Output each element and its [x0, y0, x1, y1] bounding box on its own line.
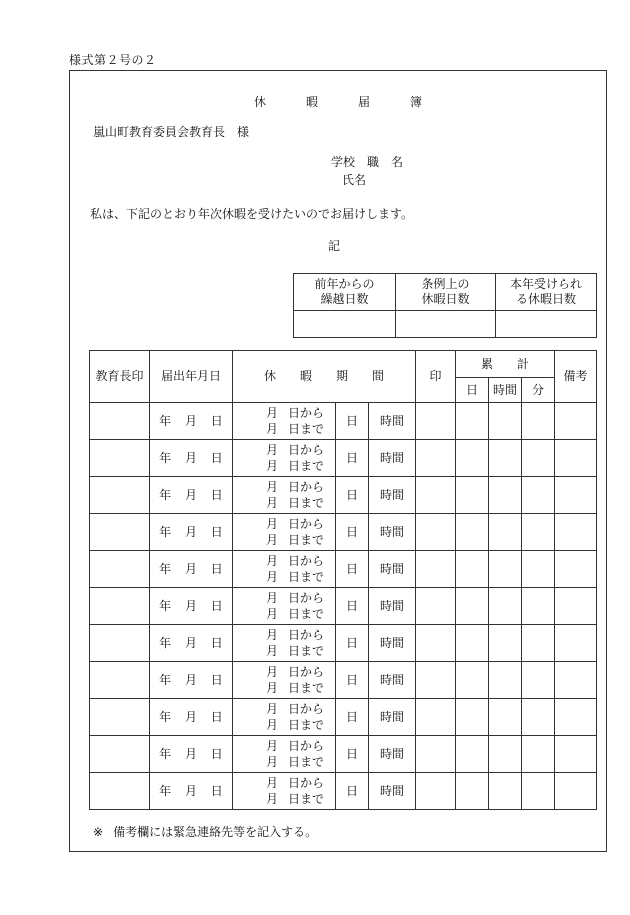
title-char: 簿 — [410, 95, 423, 109]
cumulative-minutes-cell[interactable] — [522, 736, 555, 773]
cumulative-minutes-cell[interactable] — [522, 440, 555, 477]
leave-days-table — [293, 273, 597, 338]
cumulative-hours-cell[interactable] — [489, 551, 522, 588]
leave-days-cell[interactable]: 日 — [336, 551, 369, 588]
seal-cell[interactable] — [416, 477, 456, 514]
leave-period-cell[interactable]: 月 日から 月 日まで — [233, 699, 336, 736]
remarks-cell[interactable] — [555, 662, 597, 699]
supervisor-seal-cell[interactable] — [90, 477, 150, 514]
cumulative-day-cell[interactable] — [456, 699, 489, 736]
table-row — [90, 662, 597, 699]
cumulative-minutes-cell[interactable] — [522, 625, 555, 662]
cumulative-minutes-header: 分 — [522, 378, 555, 403]
leave-period-cell[interactable]: 月 日から 月 日まで — [233, 551, 336, 588]
remarks-cell[interactable] — [555, 403, 597, 440]
table-row — [90, 699, 597, 736]
cumulative-day-cell[interactable] — [456, 773, 489, 810]
submit-date-cell[interactable]: 年 月 日 — [150, 662, 233, 699]
supervisor-seal-cell[interactable] — [90, 440, 150, 477]
cumulative-day-cell[interactable] — [456, 551, 489, 588]
remarks-cell[interactable] — [555, 440, 597, 477]
leave-period-header: 休 暇 期 間 — [233, 351, 416, 403]
submit-date-cell[interactable]: 年 月 日 — [150, 588, 233, 625]
cumulative-day-cell[interactable] — [456, 514, 489, 551]
leave-hours-cell[interactable]: 時間 — [369, 662, 416, 699]
seal-cell[interactable] — [416, 588, 456, 625]
supervisor-seal-cell[interactable] — [90, 773, 150, 810]
leave-hours-cell[interactable]: 時間 — [369, 440, 416, 477]
cumulative-minutes-cell[interactable] — [522, 773, 555, 810]
leave-period-cell[interactable]: 月 日から 月 日まで — [233, 736, 336, 773]
cumulative-header: 累 計 — [456, 351, 555, 378]
seal-cell[interactable] — [416, 403, 456, 440]
leave-hours-cell[interactable]: 時間 — [369, 514, 416, 551]
leave-hours-cell[interactable]: 時間 — [369, 773, 416, 810]
cumulative-hours-cell[interactable] — [489, 699, 522, 736]
supervisor-seal-cell[interactable] — [90, 699, 150, 736]
leave-days-cell[interactable]: 日 — [336, 440, 369, 477]
available-leave-days-field[interactable] — [496, 311, 597, 338]
cumulative-day-cell[interactable] — [456, 440, 489, 477]
leave-period-cell[interactable]: 月 日から 月 日まで — [233, 403, 336, 440]
leave-hours-cell[interactable]: 時間 — [369, 588, 416, 625]
leave-days-cell[interactable]: 日 — [336, 625, 369, 662]
supervisor-seal-header: 教育長印 — [90, 351, 150, 403]
remarks-cell[interactable] — [555, 699, 597, 736]
leave-hours-cell[interactable]: 時間 — [369, 699, 416, 736]
cumulative-minutes-cell[interactable] — [522, 662, 555, 699]
cumulative-day-cell[interactable] — [456, 625, 489, 662]
supervisor-seal-cell[interactable] — [90, 625, 150, 662]
school-position-label: 学校 職 名 — [331, 155, 404, 169]
leave-days-cell[interactable]: 日 — [336, 477, 369, 514]
cumulative-hours-cell[interactable] — [489, 477, 522, 514]
supervisor-seal-cell[interactable] — [90, 588, 150, 625]
leave-days-cell[interactable]: 日 — [336, 403, 369, 440]
form-number: 様式第２号の２ — [69, 53, 157, 67]
title-char: 暇 — [306, 95, 319, 109]
table-row — [90, 440, 597, 477]
leave-days-cell[interactable]: 日 — [336, 588, 369, 625]
remarks-note — [93, 823, 317, 840]
supervisor-seal-cell[interactable] — [90, 662, 150, 699]
leave-hours-cell[interactable]: 時間 — [369, 625, 416, 662]
addressee: 嵐山町教育委員会教育長 様 — [93, 125, 250, 139]
remarks-cell[interactable] — [555, 736, 597, 773]
leave-hours-cell[interactable]: 時間 — [369, 477, 416, 514]
leave-period-cell[interactable]: 月 日から 月 日まで — [233, 440, 336, 477]
table-row — [90, 403, 597, 440]
cumulative-day-header: 日 — [456, 378, 489, 403]
table-row — [90, 773, 597, 810]
cumulative-minutes-cell[interactable] — [522, 403, 555, 440]
seal-cell[interactable] — [416, 699, 456, 736]
title-char: 届 — [358, 95, 371, 109]
cumulative-hours-cell[interactable] — [489, 588, 522, 625]
submit-date-cell[interactable]: 年 月 日 — [150, 477, 233, 514]
seal-cell[interactable] — [416, 773, 456, 810]
leave-days-cell[interactable]: 日 — [336, 699, 369, 736]
leave-days-cell[interactable]: 日 — [336, 514, 369, 551]
supervisor-seal-cell[interactable] — [90, 551, 150, 588]
supervisor-seal-cell[interactable] — [90, 403, 150, 440]
submit-date-cell[interactable]: 年 月 日 — [150, 440, 233, 477]
leave-days-cell[interactable]: 日 — [336, 736, 369, 773]
table-row — [90, 551, 597, 588]
table-row — [90, 625, 597, 662]
leave-hours-cell[interactable]: 時間 — [369, 736, 416, 773]
supervisor-seal-cell[interactable] — [90, 514, 150, 551]
cumulative-hours-cell[interactable] — [489, 403, 522, 440]
submit-date-cell[interactable]: 年 月 日 — [150, 403, 233, 440]
cumulative-day-cell[interactable] — [456, 588, 489, 625]
seal-cell[interactable] — [416, 440, 456, 477]
leave-period-cell[interactable]: 月 日から 月 日まで — [233, 773, 336, 810]
statutory-leave-days-field[interactable] — [396, 311, 496, 338]
request-statement: 私は、下記のとおり年次休暇を受けたいのでお届けします。 — [90, 207, 414, 221]
remarks-cell[interactable] — [555, 551, 597, 588]
remarks-header: 備考 — [555, 351, 597, 403]
seal-cell[interactable] — [416, 662, 456, 699]
cumulative-day-cell[interactable] — [456, 662, 489, 699]
note-mark: ※ — [93, 825, 104, 839]
leave-hours-cell[interactable]: 時間 — [369, 403, 416, 440]
cumulative-minutes-cell[interactable] — [522, 551, 555, 588]
leave-hours-cell[interactable]: 時間 — [369, 551, 416, 588]
cumulative-hours-cell[interactable] — [489, 514, 522, 551]
remarks-cell[interactable] — [555, 625, 597, 662]
cumulative-hours-cell[interactable] — [489, 773, 522, 810]
submit-date-cell[interactable]: 年 月 日 — [150, 514, 233, 551]
table-row — [90, 736, 597, 773]
seal-header: 印 — [416, 351, 456, 403]
submit-date-cell[interactable]: 年 月 日 — [150, 773, 233, 810]
table-row — [90, 514, 597, 551]
page-title — [246, 93, 430, 109]
submit-date-cell[interactable]: 年 月 日 — [150, 625, 233, 662]
remarks-cell[interactable] — [555, 773, 597, 810]
cumulative-minutes-cell[interactable] — [522, 514, 555, 551]
leave-days-cell[interactable]: 日 — [336, 662, 369, 699]
cumulative-minutes-cell[interactable] — [522, 477, 555, 514]
cumulative-minutes-cell[interactable] — [522, 699, 555, 736]
remarks-cell[interactable] — [555, 588, 597, 625]
table-row — [90, 477, 597, 514]
cumulative-hours-cell[interactable] — [489, 662, 522, 699]
submit-date-header: 届出年月日 — [150, 351, 233, 403]
leave-period-cell[interactable]: 月 日から 月 日まで — [233, 477, 336, 514]
leave-period-cell[interactable]: 月 日から 月 日まで — [233, 588, 336, 625]
seal-cell[interactable] — [416, 551, 456, 588]
seal-cell[interactable] — [416, 736, 456, 773]
cumulative-hours-header: 時間 — [489, 378, 522, 403]
remarks-cell[interactable] — [555, 477, 597, 514]
name-label: 氏名 — [342, 173, 367, 187]
available-leave-days-header: 本年受けられ る休暇日数 — [496, 274, 597, 311]
seal-cell[interactable] — [416, 514, 456, 551]
seal-cell[interactable] — [416, 625, 456, 662]
note-text: 備考欄には緊急連絡先等を記入する。 — [113, 825, 318, 839]
leave-register-table — [89, 350, 597, 810]
supervisor-seal-cell[interactable] — [90, 736, 150, 773]
carryover-days-field[interactable] — [294, 311, 396, 338]
cumulative-day-cell[interactable] — [456, 403, 489, 440]
statutory-leave-days-header: 条例上の 休暇日数 — [396, 274, 496, 311]
leave-period-cell[interactable]: 月 日から 月 日まで — [233, 514, 336, 551]
cumulative-hours-cell[interactable] — [489, 625, 522, 662]
cumulative-day-cell[interactable] — [456, 477, 489, 514]
leave-period-cell[interactable]: 月 日から 月 日まで — [233, 662, 336, 699]
carryover-days-header: 前年からの 繰越日数 — [294, 274, 396, 311]
cumulative-minutes-cell[interactable] — [522, 588, 555, 625]
cumulative-hours-cell[interactable] — [489, 440, 522, 477]
submit-date-cell[interactable]: 年 月 日 — [150, 551, 233, 588]
remarks-cell[interactable] — [555, 514, 597, 551]
submit-date-cell[interactable]: 年 月 日 — [150, 699, 233, 736]
leave-days-cell[interactable]: 日 — [336, 773, 369, 810]
leave-period-cell[interactable]: 月 日から 月 日まで — [233, 625, 336, 662]
submit-date-cell[interactable]: 年 月 日 — [150, 736, 233, 773]
ki-heading: 記 — [328, 239, 341, 253]
table-row — [90, 588, 597, 625]
cumulative-day-cell[interactable] — [456, 736, 489, 773]
title-char: 休 — [254, 95, 267, 109]
cumulative-hours-cell[interactable] — [489, 736, 522, 773]
